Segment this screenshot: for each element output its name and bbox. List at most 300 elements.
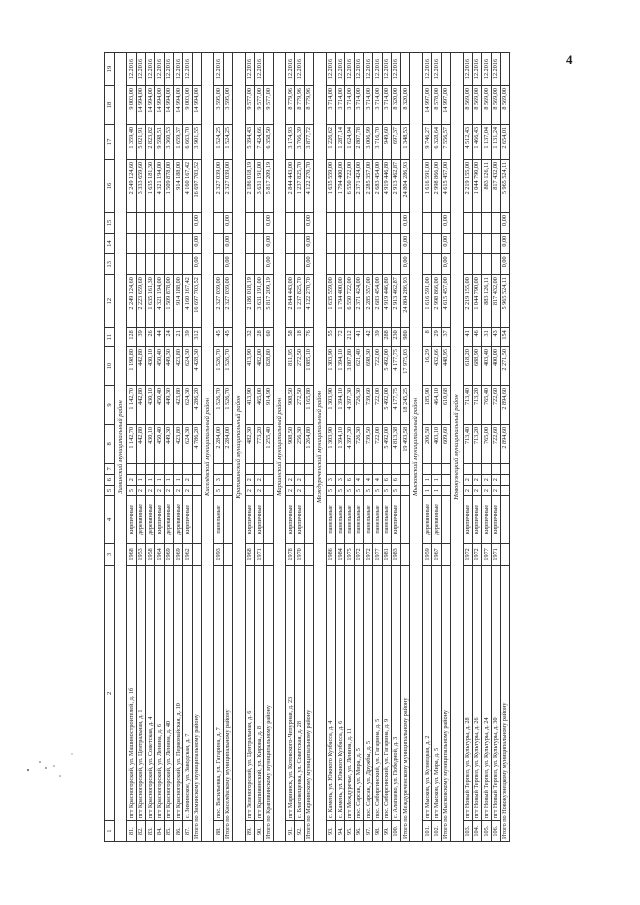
table-cell: 14 994,00 bbox=[173, 86, 182, 125]
table-cell: 12.2016 bbox=[326, 53, 335, 86]
total-row bbox=[264, 53, 273, 842]
table-cell: 1 524,25 bbox=[214, 124, 223, 159]
table-cell: 2 bbox=[463, 485, 472, 496]
table-cell: 3 360,53 bbox=[164, 124, 173, 159]
table-cell: 3 631 191,00 bbox=[254, 275, 263, 328]
table-cell: пос. Сарсак, ул. Дружбы, д. 5 bbox=[363, 566, 372, 821]
table-cell: 58 bbox=[286, 328, 295, 347]
table-cell: 5 bbox=[391, 485, 400, 496]
table-cell: 1 635 559,00 bbox=[326, 159, 335, 212]
total-cell bbox=[441, 53, 450, 86]
total-cell: 0,00 bbox=[500, 213, 509, 234]
table-cell: панельные bbox=[326, 496, 335, 543]
table-cell: 1 131,24 bbox=[491, 124, 500, 159]
total-cell bbox=[223, 485, 232, 496]
table-cell: 41 bbox=[354, 328, 363, 347]
table-cell: 624,30 bbox=[183, 347, 192, 386]
total-cell: 19 493,58 bbox=[401, 424, 410, 463]
table-cell: 3 595,00 bbox=[214, 86, 223, 125]
table-cell: 2 371 424,00 bbox=[354, 159, 363, 212]
table-cell: 403,40 bbox=[482, 347, 491, 386]
section-title-row bbox=[314, 53, 327, 842]
table-cell bbox=[145, 213, 154, 234]
table-cell bbox=[423, 254, 432, 275]
table-row bbox=[173, 53, 182, 842]
table-cell: 1 509 878,00 bbox=[164, 275, 173, 328]
table-cell: пгт Междуречье, ул. Ленина, д. 11 bbox=[345, 566, 354, 821]
table-cell: 12.2016 bbox=[382, 53, 391, 86]
table-cell: 9 577,00 bbox=[245, 86, 254, 125]
table-cell: 817 432,00 bbox=[491, 275, 500, 328]
total-cell: 4 615 457,00 bbox=[441, 159, 450, 212]
table-cell: 3 714,00 bbox=[335, 86, 344, 125]
total-cell: 14 997,00 bbox=[441, 86, 450, 125]
total-cell: 16 697 703,52 bbox=[192, 275, 201, 328]
table-cell: 4 919 446,80 bbox=[382, 275, 391, 328]
total-cell bbox=[401, 474, 410, 485]
table-row bbox=[491, 53, 500, 842]
table-cell: 1 635 161,30 bbox=[145, 275, 154, 328]
table-cell: 12.2016 bbox=[136, 53, 145, 86]
table-cell: 105. bbox=[482, 821, 491, 842]
total-cell bbox=[264, 474, 273, 485]
table-cell: 106. bbox=[491, 821, 500, 842]
table-cell: 6 550 722,00 bbox=[345, 159, 354, 212]
table-cell: с. Камень, ул. Южного Кузбасса, д. 4 bbox=[326, 566, 335, 821]
table-cell: 618,20 bbox=[463, 347, 472, 386]
total-label: Итого по Мариинскому муниципальному району bbox=[304, 566, 313, 842]
table-cell: 84. bbox=[155, 821, 164, 842]
table-cell: 104. bbox=[472, 821, 481, 842]
table-cell: 3 bbox=[326, 474, 335, 485]
table-cell: 1983 bbox=[391, 543, 400, 566]
table-cell: 28 bbox=[254, 328, 263, 347]
table-cell: деревянные bbox=[173, 496, 182, 543]
table-cell: с. Камень, ул. Южного Кузбасса, д. 6 bbox=[335, 566, 344, 821]
table-cell: 45 bbox=[214, 328, 223, 347]
table-cell: 4 397,30 bbox=[345, 385, 354, 424]
table-cell bbox=[382, 254, 391, 275]
table-cell: пгт Красногорский, ул. Ленина, д. 40 bbox=[164, 566, 173, 821]
table-cell bbox=[286, 233, 295, 254]
table-cell: 1 bbox=[423, 485, 432, 496]
table-cell: деревянные bbox=[164, 496, 173, 543]
table-cell: пгт Новый Терпел, ул. Культуры, д. 24 bbox=[482, 566, 491, 821]
section-title: Крапивинский муниципальный район bbox=[233, 53, 246, 842]
table-cell: 9 577,00 bbox=[254, 86, 263, 125]
table-cell: пгт Новый Терпел, ул. Культуры, д. 26 bbox=[472, 566, 481, 821]
table-cell: 5 bbox=[354, 485, 363, 496]
table-cell: 4 397,30 bbox=[345, 424, 354, 463]
table-row bbox=[463, 53, 472, 842]
table-cell: 4 321 194,00 bbox=[155, 275, 164, 328]
table-row bbox=[354, 53, 363, 842]
table-cell: 1977 bbox=[373, 543, 382, 566]
table-row bbox=[423, 53, 432, 842]
table-cell: 95. bbox=[345, 821, 354, 842]
table-cell: 1972 bbox=[363, 543, 372, 566]
table-cell: 449,30 bbox=[164, 347, 173, 386]
table-cell: 697,37 bbox=[391, 124, 400, 159]
table-cell: 8 779,96 bbox=[286, 86, 295, 125]
total-cell: 18 245,25 bbox=[401, 385, 410, 424]
table-cell: 4 177,75 bbox=[391, 385, 400, 424]
total-cell: 0,00 bbox=[192, 233, 201, 254]
table-cell: деревянные bbox=[432, 496, 441, 543]
total-row bbox=[401, 53, 410, 842]
table-cell: 4 bbox=[363, 474, 372, 485]
section-title: Мысковский муниципальный район bbox=[410, 53, 423, 842]
total-cell bbox=[304, 543, 313, 566]
table-cell: кирпичные bbox=[491, 496, 500, 543]
table-cell bbox=[391, 233, 400, 254]
total-cell: 6 358,50 bbox=[264, 124, 273, 159]
table-cell: пос. Сарсак, ул. Мира, д. 5 bbox=[354, 566, 363, 821]
table-cell: 2 bbox=[472, 485, 481, 496]
table-cell: 12.2016 bbox=[127, 53, 136, 86]
table-cell: 1968 bbox=[127, 543, 136, 566]
table-cell bbox=[245, 463, 254, 474]
table-cell: 2 844 443,00 bbox=[286, 275, 295, 328]
table-cell bbox=[214, 254, 223, 275]
total-cell: 0,00 bbox=[192, 254, 201, 275]
total-cell bbox=[401, 485, 410, 496]
table-cell: 2 bbox=[295, 474, 304, 485]
table-cell bbox=[245, 254, 254, 275]
table-cell: 1962 bbox=[183, 543, 192, 566]
table-cell: 1958 bbox=[145, 543, 154, 566]
table-row bbox=[214, 53, 223, 842]
table-cell: пгт Крапивинский, ул. Кирова, д. 8 bbox=[254, 566, 263, 821]
table-cell: 1969 bbox=[173, 543, 182, 566]
table-cell: 2 913 462,87 bbox=[391, 275, 400, 328]
table-cell bbox=[164, 254, 173, 275]
total-row bbox=[223, 53, 232, 842]
table-cell: 1 794 400,00 bbox=[335, 275, 344, 328]
table-cell: 1 394,10 bbox=[335, 347, 344, 386]
table-cell: 91. bbox=[286, 821, 295, 842]
table-cell: 5 bbox=[382, 485, 391, 496]
total-cell: 7 556,57 bbox=[441, 124, 450, 159]
total-cell bbox=[500, 543, 509, 566]
table-cell bbox=[491, 233, 500, 254]
table-row bbox=[145, 53, 154, 842]
table-cell bbox=[463, 213, 472, 234]
table-cell bbox=[391, 463, 400, 474]
table-cell: 1 287,14 bbox=[335, 124, 344, 159]
total-cell bbox=[500, 463, 509, 474]
table-cell bbox=[295, 463, 304, 474]
table-cell: кирпичные bbox=[286, 496, 295, 543]
table-cell: 2 285 357,00 bbox=[363, 159, 372, 212]
table-cell: 698,30 bbox=[363, 347, 372, 386]
table-row bbox=[155, 53, 164, 842]
table-cell: 1 624,94 bbox=[345, 124, 354, 159]
table-cell bbox=[245, 213, 254, 234]
table-cell: 14 997,00 bbox=[423, 86, 432, 125]
table-cell: пгт Красногорский, ул. Первомайская, д. 10 bbox=[173, 566, 182, 821]
table-cell: 3 bbox=[214, 474, 223, 485]
table-cell: 2 219 155,00 bbox=[463, 159, 472, 212]
table-cell: 55 bbox=[326, 328, 335, 347]
page-number: 4 bbox=[566, 52, 573, 67]
total-cell: 37 bbox=[441, 328, 450, 347]
table-cell: 713,40 bbox=[463, 424, 472, 463]
table-cell: 2 bbox=[463, 474, 472, 485]
table-cell: 24 bbox=[164, 328, 173, 347]
table-cell: 9 746,27 bbox=[423, 124, 432, 159]
total-row bbox=[192, 53, 201, 842]
total-cell: 0,00 bbox=[441, 213, 450, 234]
table-cell: 1 303,90 bbox=[326, 424, 335, 463]
total-cell: 16 697 703,52 bbox=[192, 159, 201, 212]
table-cell bbox=[391, 254, 400, 275]
table-cell: 482,30 bbox=[245, 424, 254, 463]
table-cell bbox=[183, 213, 192, 234]
section-title-row bbox=[410, 53, 423, 842]
table-cell bbox=[363, 233, 372, 254]
table-row bbox=[345, 53, 354, 842]
table-cell: 12.2016 bbox=[145, 53, 154, 86]
table-cell: 14 994,00 bbox=[164, 86, 173, 125]
total-cell bbox=[441, 496, 450, 543]
column-number-cell: 14 bbox=[105, 233, 115, 254]
table-cell: 6 bbox=[391, 474, 400, 485]
table-cell: 43 bbox=[491, 328, 500, 347]
total-cell bbox=[441, 463, 450, 474]
total-cell: 2 327 039,00 bbox=[223, 275, 232, 328]
table-cell: 12.2016 bbox=[432, 53, 441, 86]
table-cell: 413,90 bbox=[245, 385, 254, 424]
total-cell: 60 bbox=[264, 328, 273, 347]
table-cell: 739,60 bbox=[363, 385, 372, 424]
table-cell bbox=[136, 463, 145, 474]
table-cell: 4 813,38 bbox=[391, 424, 400, 463]
table-cell: 272,50 bbox=[295, 385, 304, 424]
total-label: Итого по Зиминскому муниципальному району bbox=[192, 566, 201, 842]
total-cell bbox=[192, 474, 201, 485]
table-cell: 1971 bbox=[491, 543, 500, 566]
table-cell: 2 807,78 bbox=[354, 124, 363, 159]
table-cell bbox=[254, 213, 263, 234]
table-cell: 2 bbox=[482, 474, 491, 485]
table-cell bbox=[472, 463, 481, 474]
table-cell: 722,60 bbox=[491, 424, 500, 463]
table-cell: 2 223 659,60 bbox=[136, 275, 145, 328]
table-cell bbox=[183, 463, 192, 474]
table-cell: пгт Красногорский, ул. Машиностроителей, д. 1б bbox=[127, 566, 136, 821]
rotated-table-container bbox=[104, 52, 544, 842]
table-cell: 1975 bbox=[345, 543, 354, 566]
table-cell: 256,30 bbox=[295, 424, 304, 463]
table-cell bbox=[363, 254, 372, 275]
table-cell: 8 569,00 bbox=[472, 86, 481, 125]
table-cell: 3 bbox=[335, 474, 344, 485]
table-cell: кирпичные bbox=[482, 496, 491, 543]
table-cell: 3 766,39 bbox=[295, 124, 304, 159]
table-cell: кирпичные bbox=[254, 496, 263, 543]
total-cell: 1 526,70 bbox=[223, 385, 232, 424]
table-cell: 14 994,00 bbox=[145, 86, 154, 125]
table-cell bbox=[164, 463, 173, 474]
total-cell: 4 615 457,00 bbox=[441, 275, 450, 328]
total-cell bbox=[192, 463, 201, 474]
table-cell: кирпичные bbox=[155, 496, 164, 543]
table-cell: 465,00 bbox=[254, 385, 263, 424]
table-cell: 2 bbox=[295, 485, 304, 496]
total-cell: 610,68 bbox=[441, 385, 450, 424]
table-cell: пгт Мариинск, ул. Котовского-Чепурная, д. 23 bbox=[286, 566, 295, 821]
total-cell: 0,00 bbox=[264, 254, 273, 275]
table-cell: 12.2016 bbox=[423, 53, 432, 86]
total-cell bbox=[264, 485, 273, 496]
table-cell: 3 714,00 bbox=[345, 86, 354, 125]
table-cell: 8 bbox=[423, 328, 432, 347]
table-cell: 2 bbox=[286, 474, 295, 485]
table-cell: 5 bbox=[127, 485, 136, 496]
table-cell bbox=[127, 463, 136, 474]
column-number-cell: 15 bbox=[105, 213, 115, 234]
table-cell bbox=[155, 213, 164, 234]
section-title: Зиминский муниципальный район bbox=[114, 53, 127, 842]
table-cell: 6 550 722,00 bbox=[345, 275, 354, 328]
table-cell: 688,90 bbox=[472, 347, 481, 386]
total-cell: 45 bbox=[223, 328, 232, 347]
table-cell bbox=[345, 463, 354, 474]
total-cell bbox=[304, 463, 313, 474]
table-cell: 1 237 825,70 bbox=[295, 159, 304, 212]
total-cell: 0,00 bbox=[223, 254, 232, 275]
table-cell bbox=[335, 233, 344, 254]
table-cell: 31 bbox=[482, 328, 491, 347]
table-cell: 1972 bbox=[354, 543, 363, 566]
section-title: Киселёвский муниципальный район bbox=[201, 53, 214, 842]
table-cell: 817 432,00 bbox=[491, 159, 500, 212]
table-cell: 12.2016 bbox=[173, 53, 182, 86]
table-cell: 811,95 bbox=[286, 347, 295, 386]
table-cell: 739,50 bbox=[363, 424, 372, 463]
table-cell: 1 394,10 bbox=[335, 385, 344, 424]
total-cell: 8 569,00 bbox=[500, 86, 509, 125]
column-number-cell: 19 bbox=[105, 53, 115, 86]
total-cell: 4 122 270,70 bbox=[304, 275, 313, 328]
table-cell: 2 998 866,00 bbox=[432, 275, 441, 328]
table-cell: деревянные bbox=[136, 496, 145, 543]
table-cell bbox=[391, 213, 400, 234]
table-cell: 450,40 bbox=[155, 424, 164, 463]
table-cell: 32 bbox=[245, 328, 254, 347]
table-cell: 3 006,99 bbox=[363, 124, 372, 159]
total-cell: 5 965 524,11 bbox=[500, 159, 509, 212]
table-cell: 2 bbox=[245, 474, 254, 485]
table-cell: 14 994,00 bbox=[155, 86, 164, 125]
table-cell: 1 044 790,00 bbox=[472, 275, 481, 328]
total-cell: 0,00 bbox=[500, 254, 509, 275]
table-cell: 2 284,00 bbox=[214, 424, 223, 463]
table-cell: 3 714,00 bbox=[363, 86, 372, 125]
table-cell: 2 998 866,00 bbox=[432, 159, 441, 212]
table-cell bbox=[463, 233, 472, 254]
table-cell bbox=[382, 233, 391, 254]
total-row bbox=[500, 53, 509, 842]
table-cell: 9 598,51 bbox=[155, 124, 164, 159]
table-cell: 430,10 bbox=[145, 385, 154, 424]
table-cell: кирпичные bbox=[183, 496, 192, 543]
table-cell: 1 bbox=[155, 474, 164, 485]
table-cell bbox=[482, 213, 491, 234]
table-cell: 722,00 bbox=[373, 347, 382, 386]
table-cell bbox=[345, 254, 354, 275]
column-number-cell: 16 bbox=[105, 159, 115, 212]
table-cell: 100. bbox=[391, 821, 400, 842]
table-cell: 450,40 bbox=[155, 385, 164, 424]
total-cell bbox=[304, 53, 313, 86]
total-cell: 0,00 bbox=[223, 233, 232, 254]
table-cell bbox=[173, 463, 182, 474]
table-row bbox=[183, 53, 192, 842]
total-cell: 2 271,50 bbox=[500, 347, 509, 386]
total-cell bbox=[401, 543, 410, 566]
table-cell: 482,00 bbox=[254, 347, 263, 386]
table-cell: кирпичные bbox=[127, 496, 136, 543]
table-cell: 2 bbox=[127, 474, 136, 485]
table-cell: 8 569,00 bbox=[463, 86, 472, 125]
total-cell: 4 286,20 bbox=[192, 385, 201, 424]
table-cell: 5 bbox=[373, 485, 382, 496]
table-cell: 4 321 194,00 bbox=[155, 159, 164, 212]
table-cell: 12.2016 bbox=[354, 53, 363, 86]
total-cell: 17 975,03 bbox=[401, 347, 410, 386]
total-cell: 0,00 bbox=[441, 233, 450, 254]
table-cell bbox=[354, 213, 363, 234]
total-cell: 1 348,53 bbox=[401, 124, 410, 159]
table-cell: 2 bbox=[472, 474, 481, 485]
table-cell: 88. bbox=[214, 821, 223, 842]
table-cell: 4 160 167,42 bbox=[183, 159, 192, 212]
column-number-cell: 4 bbox=[105, 496, 115, 543]
table-cell: 2 bbox=[183, 474, 192, 485]
table-cell: 2 371 424,00 bbox=[354, 275, 363, 328]
table-cell: 212 bbox=[345, 328, 354, 347]
table-cell: 1 509 878,00 bbox=[164, 159, 173, 212]
table-cell: 2 823,82 bbox=[145, 124, 154, 159]
total-cell: 3 901,55 bbox=[192, 124, 201, 159]
table-cell bbox=[173, 254, 182, 275]
table-cell bbox=[345, 233, 354, 254]
table-cell: 5 bbox=[335, 485, 344, 496]
table-cell: 2 bbox=[491, 474, 500, 485]
table-cell: 2 bbox=[145, 485, 154, 496]
table-cell: 6 bbox=[345, 474, 354, 485]
total-cell: 2 284,00 bbox=[223, 424, 232, 463]
table-cell: 12.2016 bbox=[463, 53, 472, 86]
table-cell: 18 bbox=[295, 328, 304, 347]
total-cell: 0,00 bbox=[401, 233, 410, 254]
table-cell: 5 021,91 bbox=[136, 124, 145, 159]
total-cell bbox=[192, 496, 201, 543]
table-cell: пгт Новый Терпел, ул. Культуры, д. 30 bbox=[491, 566, 500, 821]
table-cell: 12.2016 bbox=[155, 53, 164, 86]
table-cell: 726,30 bbox=[354, 424, 363, 463]
table-row bbox=[164, 53, 173, 842]
table-cell: 1 659,37 bbox=[173, 124, 182, 159]
table-cell bbox=[463, 254, 472, 275]
table-cell: 1 226,62 bbox=[326, 124, 335, 159]
table-cell: 713,20 bbox=[472, 424, 481, 463]
total-cell: 2 327 039,00 bbox=[223, 159, 232, 212]
total-cell bbox=[192, 543, 201, 566]
table-cell: 8 779,96 bbox=[295, 86, 304, 125]
